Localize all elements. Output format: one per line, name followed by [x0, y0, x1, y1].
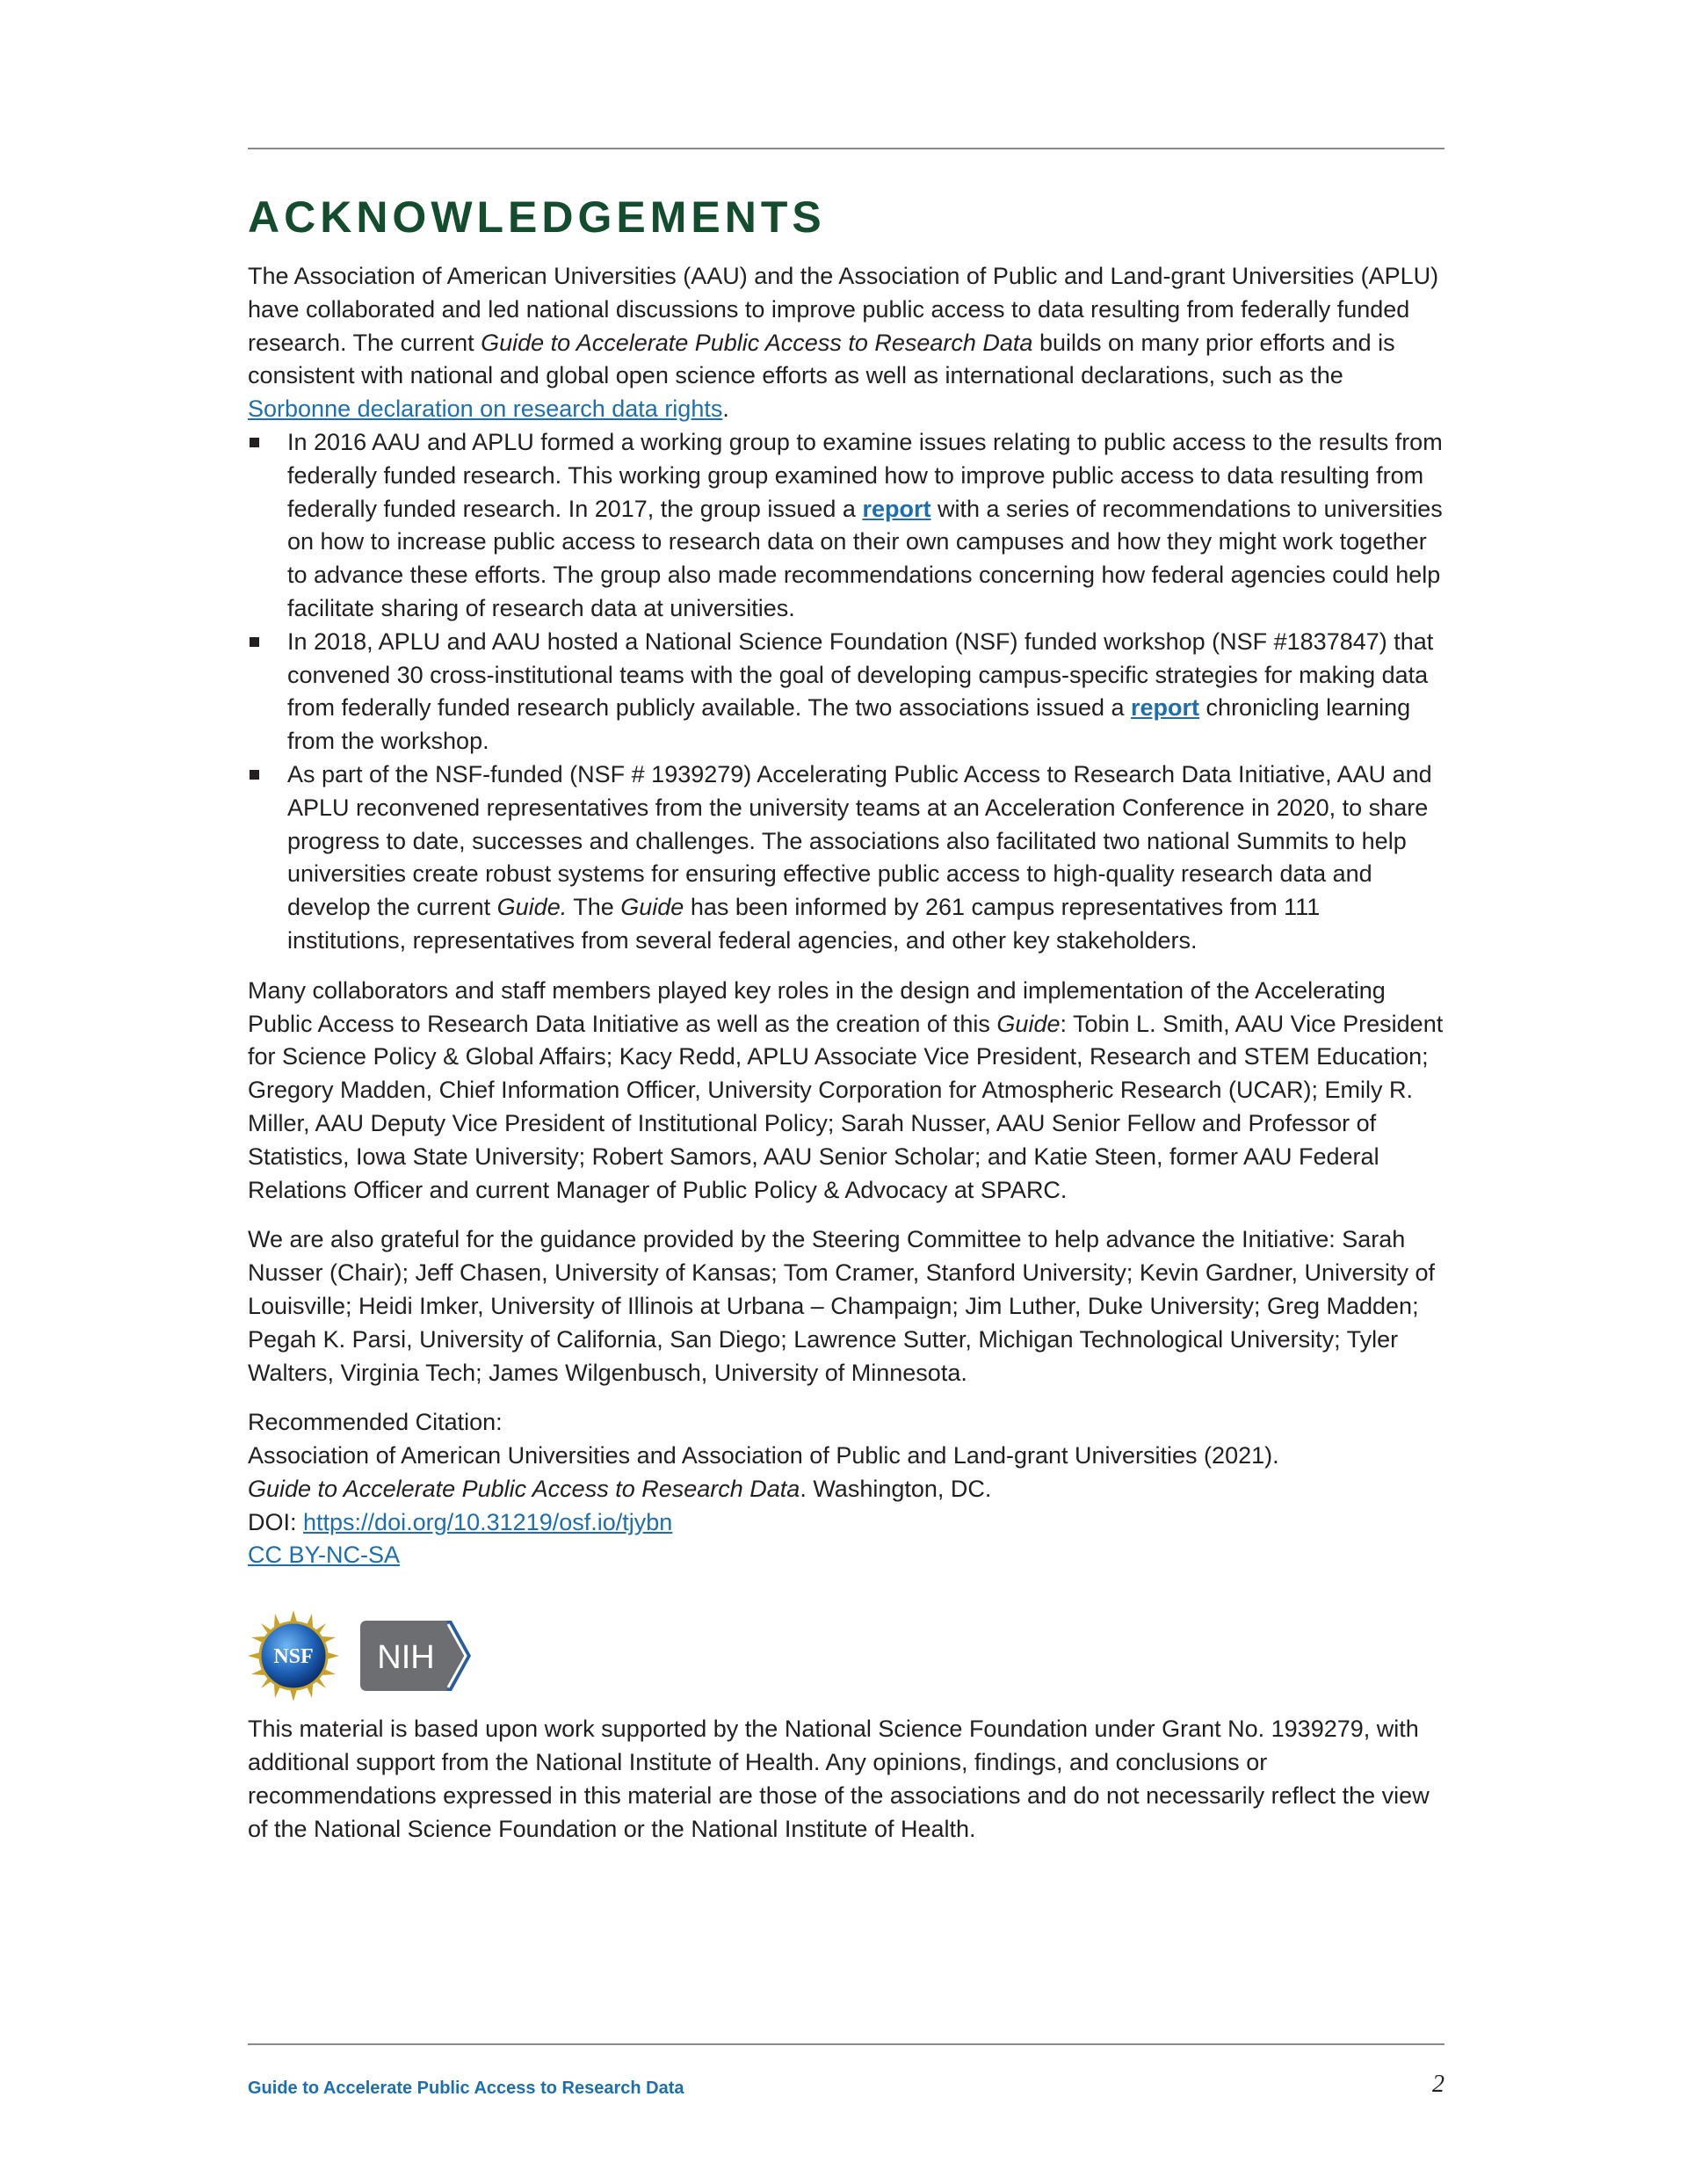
history-bullet-list — [248, 426, 1444, 958]
citation-title-italic: Guide to Accelerate Public Access to Research Data — [248, 1475, 800, 1502]
bullet-text: chronicling learning from the workshop. — [287, 694, 1411, 755]
nih-logo-text: NIH — [377, 1639, 435, 1677]
bullet-text: As part of the NSF-funded (NSF # 1939279) Accelerating Public Access to Research Data Initiative, AAU and APLU reconvened representatives from the university teams at an Acceleration Conference in 2020, to share progress to date, successes and challenges. The associations also facilitated two national Summits to help universities create robust systems for ensuring effective public access to high-quality research data and develop the current — [287, 760, 1432, 921]
doi-line — [248, 1506, 1444, 1540]
license-line — [248, 1539, 1444, 1572]
list-item — [248, 426, 1444, 626]
nsf-logo-icon — [248, 1610, 339, 1701]
funder-logos — [248, 1607, 1444, 1704]
page-title: ACKNOWLEDGEMENTS — [248, 192, 826, 242]
acknowledgements-section — [248, 186, 1444, 1862]
citation-heading: Recommended Citation: — [248, 1409, 503, 1436]
citation-line: Association of American Universities and Association of Public and Land-grant Universities (2021). — [248, 1442, 1279, 1469]
square-bullet-icon — [250, 637, 259, 647]
collaborators-text-1: Many collaborators and staff members played key roles in the design and implementation of the Accelerating Public Access to Research Data Initiative as well as the creation of this — [248, 976, 1386, 1037]
recommended-citation — [248, 1406, 1444, 1572]
bullet-text: In 2018, APLU and AAU hosted a National Science Foundation (NSF) funded workshop (NSF #1837847) that convened 30 cross-institutional teams with the goal of developing campus-specific strategies for making data from federally funded research publicly available. The two associations issued a — [287, 628, 1434, 722]
bottom-divider — [248, 2043, 1444, 2045]
page-number: 2 — [1432, 2071, 1444, 2098]
guide-italic: Guide — [996, 1010, 1061, 1037]
guide-italic: Guide — [620, 894, 684, 921]
square-bullet-icon — [250, 438, 259, 447]
license-link[interactable]: CC BY-NC-SA — [248, 1542, 401, 1569]
square-bullet-icon — [250, 770, 259, 780]
sorbonne-declaration-link[interactable]: Sorbonne declaration on research data rights — [248, 395, 723, 423]
bullet-text: The — [567, 894, 621, 921]
workshop-report-link[interactable]: report — [1131, 694, 1200, 722]
collaborators-text-2: : Tobin L. Smith, AAU Vice President for Science Policy & Global Affairs; Kacy Redd, APLU Associate Vice President, Research and STEM Education; Gregory Madden, Chief Information Officer, University Corporation for Atmospheric Research (UCAR); Emily R. Miller, AAU Deputy Vice President of Institutional Policy; Sarah Nusser, AAU Senior Fellow and Professor of Statistics, Iowa State University; Robert Samors, AAU Senior Scholar; and Katie Steen, former AAU Federal Relations Officer and current Manager of Public Policy & Advocacy at SPARC. — [248, 1010, 1444, 1203]
collaborators-paragraph — [248, 975, 1444, 1208]
doi-link[interactable]: https://doi.org/10.31219/osf.io/tjybn — [303, 1508, 673, 1535]
funding-disclaimer: This material is based upon work supported by the National Science Foundation under Grant No. 1939279, with additional support from the National Institute of Health. Any opinions, findings, and conclusions or recommendations expressed in this material are those of the associations and do not necessarily reflect the view of the National Science Foundation or the National Institute of Health. — [248, 1716, 1430, 1842]
bullet-text: has been informed by 261 campus representatives from 111 institutions, representatives from several federal agencies, and other key stakeholders. — [287, 894, 1321, 954]
doi-label: DOI: — [248, 1508, 304, 1535]
list-item — [248, 758, 1444, 958]
bullet-text: with a series of recommendations to universities on how to increase public access to research data on their own campuses and how they might work together to advance these efforts. The group also made recommendations concerning how federal agencies could help facilitate sharing of research data at universities. — [287, 495, 1443, 621]
nih-logo-icon — [360, 1621, 476, 1691]
list-item — [248, 626, 1444, 758]
nsf-logo-text: NSF — [273, 1645, 314, 1669]
bullet-text: In 2016 AAU and APLU formed a working group to examine issues relating to public access to the results from federally funded research. This working group examined how to improve public access to data resulting from federally funded research. In 2017, the group issued a — [287, 428, 1443, 522]
citation-location: . Washington, DC. — [800, 1475, 992, 1502]
guide-italic: Guide. — [496, 894, 568, 921]
steering-committee-paragraph: We are also grateful for the guidance provided by the Steering Committee to help advance the Initiative: Sarah Nusser (Chair); Jeff Chasen, University of Kansas; Tom Cramer, Stanford University; Kevin Gardner, University of Louisville; Heidi Imker, University of Illinois at Urbana – Champaign; Jim Luther, Duke University; Greg Madden; Pegah K. Parsi, University of California, San Diego; Lawrence Sutter, Michigan Technological University; Tyler Walters, Virginia Tech; James Wilgenbusch, University of Minnesota. — [248, 1226, 1436, 1386]
report-2017-link[interactable]: report — [862, 495, 931, 522]
intro-paragraph — [248, 260, 1444, 426]
citation-title-line — [248, 1473, 1444, 1506]
intro-text-1: The Association of American Universities (AAU) and the Association of Public and Land-grant Universities (APLU) have collaborated and led national discussions to improve public access to data resulting from federally funded research. The current — [248, 263, 1439, 356]
intro-text-2: builds on many prior efforts and is consistent with national and global open science efforts as well as international declarations, such as the — [248, 329, 1395, 389]
intro-text-3: . — [722, 395, 729, 423]
footer-title: Guide to Accelerate Public Access to Research Data — [248, 2079, 684, 2098]
guide-title-italic: Guide to Accelerate Public Access to Research Data — [481, 329, 1033, 356]
top-divider — [248, 148, 1444, 149]
